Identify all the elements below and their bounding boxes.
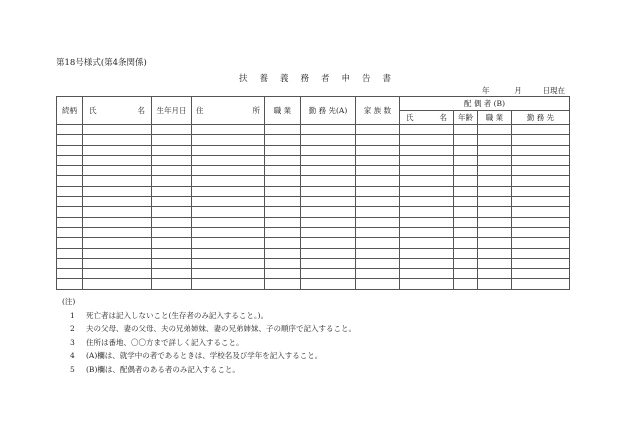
table-cell[interactable] <box>192 269 265 279</box>
table-cell[interactable] <box>301 279 356 289</box>
table-cell[interactable] <box>356 135 400 145</box>
col-spouse-name <box>400 111 454 125</box>
note-item <box>62 322 356 336</box>
table-cell[interactable] <box>301 248 356 258</box>
table-cell[interactable] <box>301 145 356 155</box>
table-cell[interactable] <box>400 145 454 155</box>
note-number: 5 <box>70 364 75 374</box>
table-cell[interactable] <box>512 258 570 268</box>
table-cell[interactable] <box>356 145 400 155</box>
table-cell[interactable] <box>356 279 400 289</box>
table-cell[interactable] <box>454 166 478 176</box>
table-cell[interactable] <box>192 238 265 248</box>
page-title: 扶養義務者申告書 <box>238 74 403 84</box>
table-cell[interactable] <box>400 238 454 248</box>
table-cell[interactable] <box>265 125 301 135</box>
as-of-month: 月 <box>514 86 522 95</box>
table-cell[interactable] <box>83 176 152 186</box>
table-cell[interactable] <box>152 186 192 196</box>
table-cell[interactable] <box>192 155 265 165</box>
table-row <box>57 248 570 258</box>
table-cell[interactable] <box>478 145 512 155</box>
table-cell[interactable] <box>478 269 512 279</box>
table-cell[interactable] <box>57 227 83 237</box>
table-cell[interactable] <box>265 135 301 145</box>
col-sp-name-b: 名 <box>439 113 447 122</box>
table-row <box>57 197 570 207</box>
table-cell[interactable] <box>356 186 400 196</box>
table-cell[interactable] <box>454 145 478 155</box>
table-cell[interactable] <box>301 155 356 165</box>
table-cell[interactable] <box>301 135 356 145</box>
table-cell[interactable] <box>192 279 265 289</box>
table-cell[interactable] <box>478 135 512 145</box>
table-cell[interactable] <box>192 125 265 135</box>
table-cell[interactable] <box>152 258 192 268</box>
table-cell[interactable] <box>83 269 152 279</box>
table-cell[interactable] <box>478 186 512 196</box>
table-cell[interactable] <box>192 258 265 268</box>
table-cell[interactable] <box>57 258 83 268</box>
table-cell[interactable] <box>152 248 192 258</box>
table-cell[interactable] <box>152 145 192 155</box>
table-cell[interactable] <box>356 166 400 176</box>
col-sp-name-a: 氏 <box>406 113 414 122</box>
table-cell[interactable] <box>57 145 83 155</box>
table-cell[interactable] <box>400 155 454 165</box>
note-text: 死亡者は記入しないこと(生存者のみ記入すること。)。 <box>86 310 269 320</box>
table-cell[interactable] <box>478 258 512 268</box>
table-cell[interactable] <box>152 125 192 135</box>
table-cell[interactable] <box>192 135 265 145</box>
table-cell[interactable] <box>265 197 301 207</box>
table-cell[interactable] <box>83 227 152 237</box>
as-of-year: 年 <box>482 86 490 95</box>
table-cell[interactable] <box>454 279 478 289</box>
table-cell[interactable] <box>192 207 265 217</box>
table-cell[interactable] <box>57 207 83 217</box>
table-cell[interactable] <box>57 248 83 258</box>
table-cell[interactable] <box>478 197 512 207</box>
col-spouse-occupation: 職 業 <box>478 111 512 125</box>
table-cell[interactable] <box>454 176 478 186</box>
table-cell[interactable] <box>301 207 356 217</box>
table-cell[interactable] <box>400 207 454 217</box>
col-address-a: 住 <box>196 106 204 115</box>
table-cell[interactable] <box>356 125 400 135</box>
table-cell[interactable] <box>454 217 478 227</box>
table-cell[interactable] <box>57 238 83 248</box>
table-cell[interactable] <box>400 269 454 279</box>
note-text: 住所は番地、〇〇方まで詳しく記入すること。 <box>86 337 244 347</box>
table-cell[interactable] <box>152 166 192 176</box>
table-cell[interactable] <box>83 197 152 207</box>
table-cell[interactable] <box>400 166 454 176</box>
table-cell[interactable] <box>192 145 265 155</box>
note-item <box>62 336 356 350</box>
table-cell[interactable] <box>301 238 356 248</box>
form-number: 第18号様式(第4条関係) <box>56 58 147 68</box>
table-cell[interactable] <box>478 155 512 165</box>
col-name-b: 名 <box>137 106 145 115</box>
note-number: 2 <box>70 324 75 333</box>
table-cell[interactable] <box>478 217 512 227</box>
table-cell[interactable] <box>152 279 192 289</box>
table-cell[interactable] <box>454 125 478 135</box>
col-address-b: 所 <box>252 106 260 115</box>
table-cell[interactable] <box>478 248 512 258</box>
col-spouse-group: 配 偶 者 (B) <box>400 97 570 111</box>
table-cell[interactable] <box>152 197 192 207</box>
table-cell[interactable] <box>478 166 512 176</box>
table-cell[interactable] <box>512 166 570 176</box>
table-cell[interactable] <box>512 125 570 135</box>
table-cell[interactable] <box>301 227 356 237</box>
table-cell[interactable] <box>400 135 454 145</box>
table-cell[interactable] <box>57 176 83 186</box>
table-cell[interactable] <box>265 186 301 196</box>
table-cell[interactable] <box>301 258 356 268</box>
table-cell[interactable] <box>512 269 570 279</box>
table-cell[interactable] <box>454 258 478 268</box>
table-cell[interactable] <box>454 227 478 237</box>
table-cell[interactable] <box>454 186 478 196</box>
col-address <box>192 97 265 125</box>
note-item <box>62 363 356 377</box>
table-cell[interactable] <box>512 155 570 165</box>
table-cell[interactable] <box>356 176 400 186</box>
table-cell[interactable] <box>478 238 512 248</box>
table-cell[interactable] <box>57 197 83 207</box>
table-cell[interactable] <box>57 135 83 145</box>
table-cell[interactable] <box>57 217 83 227</box>
table-cell[interactable] <box>192 186 265 196</box>
table-row <box>57 269 570 279</box>
table-cell[interactable] <box>265 155 301 165</box>
table-row <box>57 207 570 217</box>
table-cell[interactable] <box>192 176 265 186</box>
table-cell[interactable] <box>400 186 454 196</box>
table-cell[interactable] <box>192 166 265 176</box>
table-cell[interactable] <box>512 238 570 248</box>
table-cell[interactable] <box>356 217 400 227</box>
table-cell[interactable] <box>57 155 83 165</box>
table-cell[interactable] <box>512 217 570 227</box>
table-cell[interactable] <box>454 269 478 279</box>
table-cell[interactable] <box>265 145 301 155</box>
table-cell[interactable] <box>512 207 570 217</box>
table-cell[interactable] <box>512 227 570 237</box>
table-cell[interactable] <box>152 135 192 145</box>
table-row <box>57 125 570 135</box>
table-cell[interactable] <box>83 258 152 268</box>
note-item <box>62 309 356 323</box>
table-cell[interactable] <box>83 248 152 258</box>
table-cell[interactable] <box>400 197 454 207</box>
note-text: 夫の父母、妻の父母、夫の兄弟姉妹、妻の兄弟姉妹、子の順序で記入すること。 <box>86 324 356 333</box>
table-row <box>57 227 570 237</box>
table-cell[interactable] <box>400 227 454 237</box>
col-birth: 生年月日 <box>152 97 192 125</box>
table-cell[interactable] <box>454 135 478 145</box>
table-cell[interactable] <box>265 207 301 217</box>
table-row <box>57 145 570 155</box>
table-cell[interactable] <box>83 125 152 135</box>
col-spouse-workplace: 勤 務 先 <box>512 111 570 125</box>
table-cell[interactable] <box>512 197 570 207</box>
table-cell[interactable] <box>478 279 512 289</box>
table-cell[interactable] <box>356 238 400 248</box>
table-cell[interactable] <box>57 279 83 289</box>
table-cell[interactable] <box>265 227 301 237</box>
as-of-day: 日現在 <box>542 86 566 95</box>
table-cell[interactable] <box>301 125 356 135</box>
table-cell[interactable] <box>301 176 356 186</box>
table-cell[interactable] <box>454 238 478 248</box>
table-cell[interactable] <box>512 135 570 145</box>
table-cell[interactable] <box>83 135 152 145</box>
table-cell[interactable] <box>265 166 301 176</box>
table-row <box>57 135 570 145</box>
table-cell[interactable] <box>478 125 512 135</box>
table-cell[interactable] <box>400 279 454 289</box>
note-item <box>62 349 356 363</box>
table-cell[interactable] <box>57 125 83 135</box>
table-cell[interactable] <box>83 155 152 165</box>
table-cell[interactable] <box>57 269 83 279</box>
table-row <box>57 166 570 176</box>
table-cell[interactable] <box>454 207 478 217</box>
table-row <box>57 217 570 227</box>
table-cell[interactable] <box>83 279 152 289</box>
table-cell[interactable] <box>512 145 570 155</box>
notes-heading: (注) <box>62 297 76 306</box>
table-cell[interactable] <box>83 207 152 217</box>
table-cell[interactable] <box>454 197 478 207</box>
table-cell[interactable] <box>454 248 478 258</box>
table-cell[interactable] <box>400 248 454 258</box>
table-cell[interactable] <box>356 269 400 279</box>
table-cell[interactable] <box>192 248 265 258</box>
col-name-a: 氏 <box>89 106 97 115</box>
table-cell[interactable] <box>152 217 192 227</box>
table-cell[interactable] <box>152 176 192 186</box>
table-cell[interactable] <box>400 176 454 186</box>
table-cell[interactable] <box>454 155 478 165</box>
as-of-date <box>482 85 565 96</box>
notes <box>62 295 356 376</box>
note-number: 4 <box>70 351 75 360</box>
table-cell[interactable] <box>400 125 454 135</box>
table-cell[interactable] <box>265 258 301 268</box>
table-cell[interactable] <box>356 227 400 237</box>
table-cell[interactable] <box>301 166 356 176</box>
table-cell[interactable] <box>400 217 454 227</box>
table-cell[interactable] <box>83 238 152 248</box>
table-cell[interactable] <box>265 238 301 248</box>
table-cell[interactable] <box>478 176 512 186</box>
note-number: 1 <box>70 310 75 320</box>
dependents-table <box>56 96 570 290</box>
table-cell[interactable] <box>83 166 152 176</box>
table-row <box>57 279 570 289</box>
table-cell[interactable] <box>301 186 356 196</box>
table-row <box>57 238 570 248</box>
table-cell[interactable] <box>192 197 265 207</box>
table-cell[interactable] <box>512 279 570 289</box>
table-cell[interactable] <box>356 207 400 217</box>
table-cell[interactable] <box>152 238 192 248</box>
table-row <box>57 186 570 196</box>
table-cell[interactable] <box>301 269 356 279</box>
table-cell[interactable] <box>301 217 356 227</box>
table-cell[interactable] <box>57 166 83 176</box>
table-cell[interactable] <box>356 197 400 207</box>
col-spouse-age: 年齢 <box>454 111 478 125</box>
col-workplace: 勤 務 先(A) <box>301 97 356 125</box>
table-cell[interactable] <box>301 197 356 207</box>
table-cell[interactable] <box>478 207 512 217</box>
table-cell[interactable] <box>152 227 192 237</box>
table-cell[interactable] <box>265 279 301 289</box>
table-cell[interactable] <box>83 145 152 155</box>
col-occupation: 職 業 <box>265 97 301 125</box>
col-family-count: 家 族 数 <box>356 97 400 125</box>
table-cell[interactable] <box>192 217 265 227</box>
note-number: 3 <box>70 337 75 347</box>
table-cell[interactable] <box>83 217 152 227</box>
table-cell[interactable] <box>265 248 301 258</box>
table-cell[interactable] <box>400 258 454 268</box>
table-cell[interactable] <box>57 186 83 196</box>
table-cell[interactable] <box>512 248 570 258</box>
table-cell[interactable] <box>478 227 512 237</box>
table-cell[interactable] <box>192 227 265 237</box>
table-row <box>57 155 570 165</box>
table-cell[interactable] <box>152 207 192 217</box>
table-row <box>57 258 570 268</box>
table-cell[interactable] <box>512 186 570 196</box>
table-row <box>57 176 570 186</box>
table-cell[interactable] <box>356 248 400 258</box>
table-cell[interactable] <box>265 269 301 279</box>
col-name <box>83 97 152 125</box>
col-relation: 続柄 <box>57 97 83 125</box>
table-cell[interactable] <box>265 176 301 186</box>
table-cell[interactable] <box>83 186 152 196</box>
table-cell[interactable] <box>152 155 192 165</box>
table-cell[interactable] <box>512 176 570 186</box>
table-cell[interactable] <box>152 269 192 279</box>
note-text: (B)欄は、配偶者のある者のみ記入すること。 <box>86 364 240 374</box>
table-cell[interactable] <box>356 258 400 268</box>
table-cell[interactable] <box>265 217 301 227</box>
table-cell[interactable] <box>356 155 400 165</box>
note-text: (A)欄は、就学中の者であるときは、学校名及び学年を記入すること。 <box>86 351 323 360</box>
